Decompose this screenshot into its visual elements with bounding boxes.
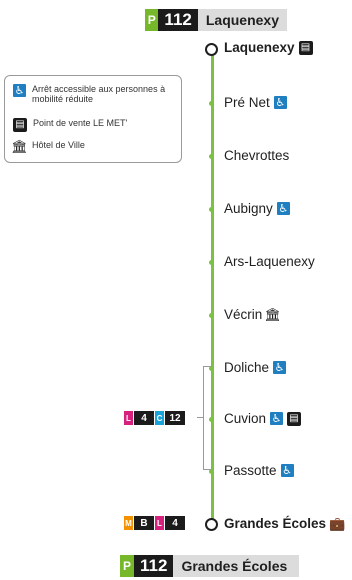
legend <box>4 75 182 163</box>
shop-icon: ▤ <box>287 412 301 426</box>
town-hall-icon: 🏛 <box>11 138 28 154</box>
route-number: 112 <box>134 555 173 577</box>
shop-icon: ▤ <box>13 118 27 132</box>
stop-name: Vécrin <box>224 307 263 322</box>
stop-dot <box>209 207 214 212</box>
connection-line-badge[interactable]: B <box>134 516 154 530</box>
line-type-badge: C <box>155 411 164 425</box>
stop-cuvion[interactable] <box>224 411 301 426</box>
town-hall-icon: 🏛 <box>264 306 282 322</box>
stop-dot <box>209 313 214 318</box>
legend-item-town-hall <box>13 140 177 153</box>
connections-cuvion <box>124 411 185 425</box>
stop-doliche[interactable] <box>224 360 286 375</box>
route-destination: Laquenexy <box>205 12 279 28</box>
stop-name: Ars-Laquenexy <box>224 254 315 269</box>
line-type-badge: M <box>124 516 133 530</box>
stop-grandes-ecoles[interactable] <box>224 516 344 531</box>
bracket-tick <box>203 366 212 367</box>
legend-label: Hôtel de Ville <box>32 140 85 150</box>
stop-vecrin[interactable] <box>224 306 282 322</box>
bracket-tick <box>197 417 203 418</box>
stop-chevrottes[interactable] <box>224 148 289 163</box>
stop-pre-net[interactable] <box>224 95 287 110</box>
connections-grandes-ecoles <box>124 516 185 530</box>
bracket-tick <box>203 469 212 470</box>
connection-line-badge[interactable]: 4 <box>165 516 185 530</box>
legend-label: Point de vente LE MET' <box>33 118 128 128</box>
connection-line-badge[interactable]: 4 <box>134 411 154 425</box>
stop-name: Grandes Écoles <box>224 516 327 531</box>
stop-name: Aubigny <box>224 201 273 216</box>
stop-name: Laquenexy <box>224 40 295 55</box>
legend-item-shop <box>13 118 178 132</box>
stop-name: Passotte <box>224 463 277 478</box>
wheelchair-icon: ♿ <box>282 465 292 477</box>
terminus-marker-end <box>205 518 218 531</box>
line-type-badge: L <box>124 411 133 425</box>
connection-bracket <box>203 366 204 470</box>
shop-icon: ▤ <box>299 41 313 55</box>
stop-laquenexy[interactable] <box>224 40 313 55</box>
stop-ars-laquenexy[interactable] <box>224 254 315 269</box>
route-header <box>145 9 287 31</box>
stop-dot <box>209 417 214 422</box>
route-number: 112 <box>158 9 197 31</box>
route-footer <box>120 555 299 577</box>
line-type-badge: L <box>155 516 164 530</box>
stop-dot <box>209 101 214 106</box>
stop-dot <box>209 154 214 159</box>
wheelchair-icon: ♿ <box>271 413 282 425</box>
stop-dot <box>209 260 214 265</box>
stop-name: Pré Net <box>224 95 270 110</box>
stop-aubigny[interactable] <box>224 201 290 216</box>
stop-name: Cuvion <box>224 411 267 426</box>
stop-name: Chevrottes <box>224 148 290 163</box>
wheelchair-icon: ♿ <box>278 203 289 215</box>
wheelchair-icon: ♿ <box>275 97 286 109</box>
p-badge: P <box>145 9 158 31</box>
briefcase-icon: 💼 <box>328 515 346 531</box>
stop-name: Doliche <box>224 360 270 375</box>
wheelchair-icon: ♿ <box>274 362 285 374</box>
stop-passotte[interactable] <box>224 463 294 478</box>
legend-label: Arrêt accessible aux personnes à mobilité réduite <box>32 84 166 104</box>
legend-item-accessible <box>13 84 177 104</box>
p-badge: P <box>120 555 134 577</box>
terminus-marker-start <box>205 43 218 56</box>
route-destination: Grandes Écoles <box>181 558 288 574</box>
connection-line-badge[interactable]: 12 <box>165 411 185 425</box>
route-line <box>211 48 214 524</box>
wheelchair-icon: ♿ <box>14 84 25 97</box>
